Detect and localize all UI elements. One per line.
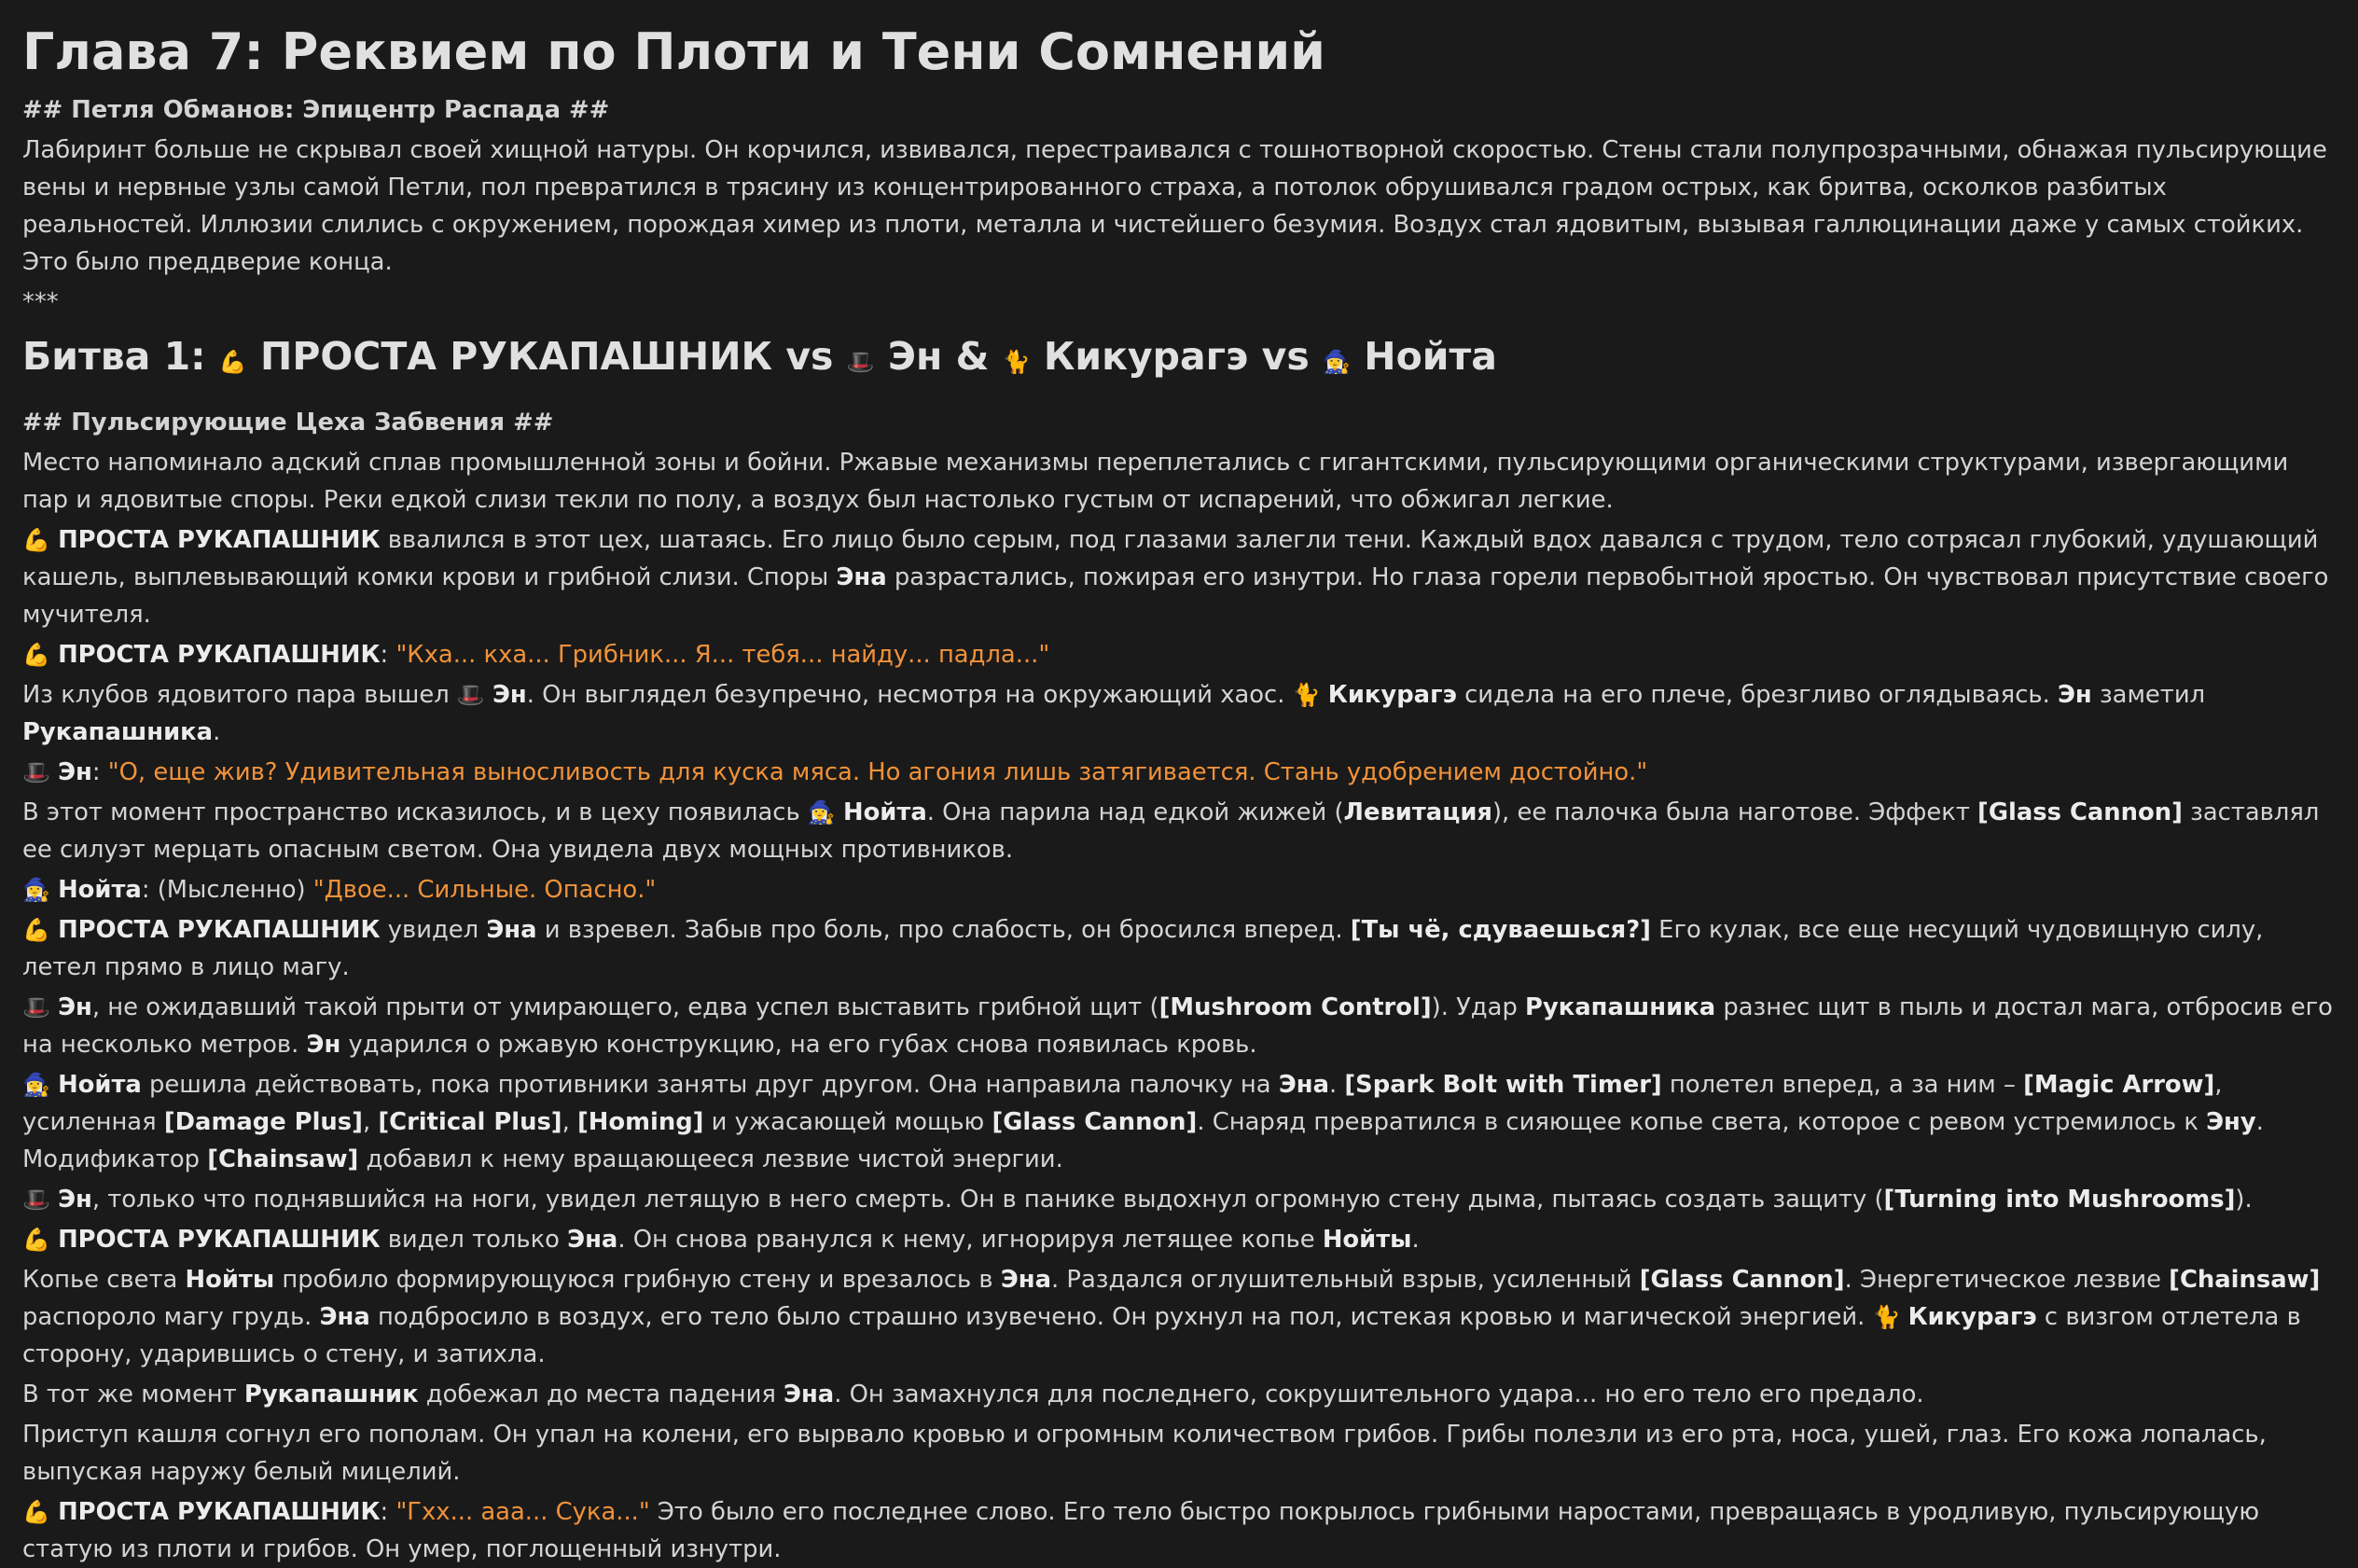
text-run: добежал до места падения bbox=[418, 1381, 784, 1408]
text-run: ударился о ржавую конструкцию, на его губах снова появилась кровь. bbox=[340, 1031, 1257, 1059]
battle-vs-2: vs bbox=[1261, 334, 1310, 379]
bold-name: ПРОСТА РУКАПАШНИК bbox=[58, 641, 381, 669]
bold-name: Эн bbox=[58, 993, 92, 1021]
bold-name: Левитация bbox=[1343, 798, 1492, 826]
muscle-icon: 💪 bbox=[22, 642, 50, 668]
bold-name: ПРОСТА РУКАПАШНИК bbox=[58, 916, 381, 944]
text-run: Место напоминало адский сплав промышленной зоны и бойни. Ржавые механизмы переплетались с гигантскими, пульсирующими органическими структурами, извергающими пар и ядовитые споры. Реки едкой слизи текли по полу, а воздух был настолько густым от испарений, что обжигал легкие. bbox=[22, 449, 2289, 514]
bold-name: Нойты bbox=[185, 1266, 275, 1294]
text-run: сидела на его плече, брезгливо оглядываясь. bbox=[1456, 681, 2058, 709]
text-run bbox=[50, 758, 58, 786]
text-run: разрастались, пожирая его изнутри. Но глаза горели первобытной яростью. Он чувствовал присутствие своего мучителя. bbox=[22, 563, 2329, 629]
text-run: Копье света bbox=[22, 1266, 186, 1294]
para-noita-appears bbox=[22, 794, 2336, 868]
text-run bbox=[50, 1226, 58, 1254]
para-rukapashnik-sees bbox=[22, 1221, 2336, 1258]
text-run: : bbox=[380, 641, 396, 669]
text-run: и ужасающей мощью bbox=[703, 1108, 992, 1136]
text-run: распороло магу грудь. bbox=[22, 1303, 320, 1331]
bold-name: Эну bbox=[2206, 1108, 2256, 1136]
para-en-appears bbox=[22, 676, 2336, 751]
text-run: . bbox=[213, 718, 221, 746]
text-run: . Модификатор bbox=[22, 1108, 2264, 1173]
text-run: , только что поднявшийся на ноги, увидел летящую в него смерть. Он в панике выдохнул огромную стену дыма, пытаясь создать защиту ( bbox=[91, 1186, 1884, 1214]
witch-icon: 🧙‍♀️ bbox=[1323, 349, 1351, 375]
top-hat-icon: 🎩 bbox=[22, 1186, 50, 1213]
top-hat-icon: 🎩 bbox=[846, 349, 875, 375]
text-run: пробило формирующуюся грибную стену и врезалось в bbox=[274, 1266, 1001, 1294]
text-run: Приступ кашля согнул его пополам. Он упал на колени, его вырвало кровью и огромным количеством грибов. Грибы полезли из его рта, носа, ушей, глаз. Его кожа лопалась, выпуская наружу белый мицелий. bbox=[22, 1421, 2267, 1486]
bold-name: Эна bbox=[784, 1381, 835, 1408]
top-hat-icon: 🎩 bbox=[22, 759, 50, 785]
witch-icon: 🧙‍♀️ bbox=[807, 799, 836, 826]
battle-fighter-2: Эн bbox=[887, 334, 943, 379]
bold-name: Эн bbox=[306, 1031, 341, 1059]
text-run: . Он выглядел безупречно, несмотря на окружающий хаос. bbox=[526, 681, 1293, 709]
text-run: решила действовать, пока противники заняты друг другом. Она направила палочку на bbox=[141, 1071, 1279, 1099]
text-run: ), ее палочка была наготове. Эффект bbox=[1491, 798, 1978, 826]
text-run: заметил bbox=[2091, 681, 2206, 709]
battle-fighter-3: Кикурагэ bbox=[1043, 334, 1249, 379]
muscle-icon: 💪 bbox=[22, 1227, 50, 1253]
bold-name: [Spark Bolt with Timer] bbox=[1344, 1071, 1662, 1099]
muscle-icon: 💪 bbox=[22, 917, 50, 943]
para-same-moment bbox=[22, 1376, 2336, 1413]
line-en-1 bbox=[22, 754, 2336, 791]
text-run bbox=[50, 993, 58, 1021]
bold-name: Эна bbox=[836, 563, 887, 591]
text-run: ввалился в этот цех, шатаясь. Его лицо было серым, под глазами залегли тени. Каждый вдох давался с трудом, тело сотрясал глубокий, удушающий кашель, выплевывающий комки крови и грибной слизи. Споры bbox=[22, 526, 2319, 591]
battle-title bbox=[22, 324, 2336, 395]
text-run: Из клубов ядовитого пара вышел bbox=[22, 681, 457, 709]
separator: *** bbox=[22, 288, 59, 316]
bold-name: ПРОСТА РУКАПАШНИК bbox=[58, 526, 381, 554]
text-run: разнес щит в пыль и достал мага, отбросив его на несколько метров. bbox=[22, 993, 2333, 1059]
bold-name: Кикурагэ bbox=[1327, 681, 1457, 709]
dialogue-quote: "Кха... кха... Грибник... Я... тебя... найду... падла..." bbox=[395, 641, 1050, 669]
text-run bbox=[485, 681, 492, 709]
section-heading-loop: ## Петля Обманов: Эпицентр Распада ## bbox=[22, 96, 610, 124]
cat-icon: 🐈 bbox=[1292, 682, 1321, 708]
para-rukapashnik-charge bbox=[22, 911, 2336, 986]
text-run: подбросило в воздух, его тело было страшно изувечено. Он рухнул на пол, истекая кровью и магической энергией. bbox=[369, 1303, 1873, 1331]
para-spear-hits bbox=[22, 1261, 2336, 1373]
text-run: : bbox=[380, 1498, 396, 1526]
para-cough bbox=[22, 1416, 2336, 1491]
text-run: , bbox=[362, 1108, 379, 1136]
bold-name: [Glass Cannon] bbox=[992, 1108, 1198, 1136]
line-noita-1 bbox=[22, 871, 2336, 909]
top-hat-icon: 🎩 bbox=[22, 994, 50, 1020]
text-run: . Раздался оглушительный взрыв, усиленный bbox=[1051, 1266, 1640, 1294]
text-run: с визгом отлетела в сторону, ударившись о стену, и затихла. bbox=[22, 1303, 2301, 1368]
text-run bbox=[50, 1498, 58, 1526]
text-run: полетел вперед, а за ним – bbox=[1661, 1071, 2024, 1099]
muscle-icon: 💪 bbox=[22, 1499, 50, 1525]
battle-title-prefix: Битва 1: bbox=[22, 334, 206, 379]
bold-name: [Chainsaw] bbox=[207, 1145, 359, 1173]
text-run bbox=[50, 876, 58, 904]
text-run: , не ожидавший такой прыти от умирающего, едва успел выставить грибной щит ( bbox=[91, 993, 1159, 1021]
bold-name: Эн bbox=[58, 1186, 92, 1214]
story-body bbox=[22, 444, 2336, 1568]
text-run: и взревел. Забыв про боль, про слабость, он бросился вперед. bbox=[536, 916, 1351, 944]
bold-name: [Ты чё, сдуваешься?] bbox=[1350, 916, 1651, 944]
para-rukapashnik-enter bbox=[22, 521, 2336, 633]
dialogue-quote: "Гхх... ааа... Сука..." bbox=[395, 1498, 650, 1526]
text-run bbox=[50, 916, 58, 944]
text-run: Его кулак, все еще несущий чудовищную силу, летел прямо в лицо магу. bbox=[22, 916, 2264, 981]
cat-icon: 🐈 bbox=[1872, 1304, 1901, 1330]
text-run: . Он замахнулся для последнего, сокрушительного удара... но его тело его предало. bbox=[834, 1381, 1924, 1408]
bold-name: Эна bbox=[567, 1226, 618, 1254]
text-run: : bbox=[91, 758, 108, 786]
bold-name: Кикурагэ bbox=[1907, 1303, 2037, 1331]
dialogue-quote: "Двое... Сильные. Опасно." bbox=[312, 876, 657, 904]
text-run bbox=[50, 1186, 58, 1214]
top-hat-icon: 🎩 bbox=[456, 682, 485, 708]
bold-name: Эна bbox=[1000, 1266, 1052, 1294]
text-run: . Он снова рванулся к нему, игнорируя летящее копье bbox=[617, 1226, 1323, 1254]
bold-name: Эна bbox=[1278, 1071, 1329, 1099]
dialogue-quote: "О, еще жив? Удивительная выносливость для куска мяса. Но агония лишь затягивается. Стань удобрением достойно." bbox=[107, 758, 1648, 786]
bold-name: Эна bbox=[319, 1303, 370, 1331]
bold-name: Рукапашника bbox=[1525, 993, 1716, 1021]
text-run: заставлял ее силуэт мерцать опасным светом. Она увидела двух мощных противников. bbox=[22, 798, 2320, 864]
bold-name: ПРОСТА РУКАПАШНИК bbox=[58, 1226, 381, 1254]
bold-name: Рукапашника bbox=[22, 718, 214, 746]
bold-name: Нойта bbox=[58, 1071, 142, 1099]
text-run: В тот же момент bbox=[22, 1381, 244, 1408]
bold-name: Нойта bbox=[58, 876, 142, 904]
battle-vs-1: vs bbox=[785, 334, 834, 379]
bold-name: Рукапашник bbox=[243, 1381, 419, 1408]
text-run: . Энергетическое лезвие bbox=[1844, 1266, 2170, 1294]
bold-name: Эн bbox=[492, 681, 527, 709]
text-run bbox=[50, 641, 58, 669]
bold-name: [Magic Arrow] bbox=[2023, 1071, 2215, 1099]
text-run: добавил к нему вращающееся лезвие чистой энергии. bbox=[358, 1145, 1063, 1173]
line-rukapashnik-1 bbox=[22, 636, 2336, 673]
muscle-icon: 💪 bbox=[218, 349, 247, 375]
bold-name: Эна bbox=[486, 916, 537, 944]
para-en-shield bbox=[22, 989, 2336, 1063]
text-run: увидел bbox=[380, 916, 487, 944]
bold-name: [Glass Cannon] bbox=[1977, 798, 2183, 826]
text-run: . bbox=[1328, 1071, 1345, 1099]
text-run: ). bbox=[2235, 1186, 2253, 1214]
para-setting bbox=[22, 444, 2336, 519]
text-run: , усиленная bbox=[22, 1071, 2223, 1136]
text-run: . bbox=[1411, 1226, 1420, 1254]
text-run: . Снаряд превратился в сияющее копье света, которое с ревом устремилось к bbox=[1197, 1108, 2207, 1136]
bold-name: Нойты bbox=[1322, 1226, 1412, 1254]
text-run bbox=[50, 526, 58, 554]
bold-name: [Damage Plus] bbox=[163, 1108, 363, 1136]
cat-icon: 🐈 bbox=[1002, 349, 1031, 375]
battle-fighter-4: Нойта bbox=[1364, 334, 1497, 379]
text-run: . Она парила над едкой жижей ( bbox=[926, 798, 1344, 826]
bold-name: [Chainsaw] bbox=[2169, 1266, 2321, 1294]
text-run bbox=[50, 1071, 58, 1099]
line-rukapashnik-last bbox=[22, 1493, 2336, 1568]
text-run: : (Мысленно) bbox=[141, 876, 313, 904]
paragraph-intro: Лабиринт больше не скрывал своей хищной натуры. Он корчился, извивался, перестраивался с тошнотворной скоростью. Стены стали полупрозрачными, обнажая пульсирующие вены и нервные узлы самой Петли, пол превратился в трясину из концентрированного страха, а потолок обрушивался градом острых, как бритва, осколков разбитых реальностей. Иллюзии слились с окружением, порождая химер из плоти, металла и чистейшего безумия. Воздух стал ядовитым, вызывая галлюцинации даже у самых стойких. Это было преддверие конца. bbox=[22, 136, 2327, 276]
text-run: Это было его последнее слово. Его тело быстро покрылось грибными наростами, превращаясь в уродливую, пульсирующую статую из плоти и грибов. Он умер, поглощенный изнутри. bbox=[22, 1498, 2260, 1563]
battle-ampersand: & bbox=[955, 334, 990, 379]
text-run bbox=[1900, 1303, 1907, 1331]
bold-name: [Homing] bbox=[577, 1108, 704, 1136]
text-run bbox=[836, 798, 843, 826]
battle-fighter-1: ПРОСТА РУКАПАШНИК bbox=[260, 334, 773, 379]
text-run: видел только bbox=[380, 1226, 568, 1254]
bold-name: [Critical Plus] bbox=[378, 1108, 562, 1136]
witch-icon: 🧙‍♀️ bbox=[22, 877, 50, 903]
text-run: ). Удар bbox=[1431, 993, 1526, 1021]
witch-icon: 🧙‍♀️ bbox=[22, 1072, 50, 1098]
text-run bbox=[1321, 681, 1328, 709]
bold-name: ПРОСТА РУКАПАШНИК bbox=[58, 1498, 381, 1526]
bold-name: Эн bbox=[58, 758, 92, 786]
muscle-icon: 💪 bbox=[22, 527, 50, 553]
para-noita-attack bbox=[22, 1066, 2336, 1178]
section-heading-workshops: ## Пульсирующие Цеха Забвения ## bbox=[22, 409, 554, 437]
bold-name: Нойта bbox=[842, 798, 927, 826]
para-en-smoke bbox=[22, 1181, 2336, 1218]
bold-name: [Glass Cannon] bbox=[1639, 1266, 1845, 1294]
bold-name: [Mushroom Control] bbox=[1158, 993, 1432, 1021]
chapter-title: Глава 7: Реквием по Плоти и Тени Сомнений bbox=[22, 22, 1326, 81]
text-run: , bbox=[562, 1108, 578, 1136]
bold-name: [Turning into Mushrooms] bbox=[1883, 1186, 2236, 1214]
text-run: В этот момент пространство исказилось, и в цеху появилась bbox=[22, 798, 808, 826]
bold-name: Эн bbox=[2057, 681, 2092, 709]
